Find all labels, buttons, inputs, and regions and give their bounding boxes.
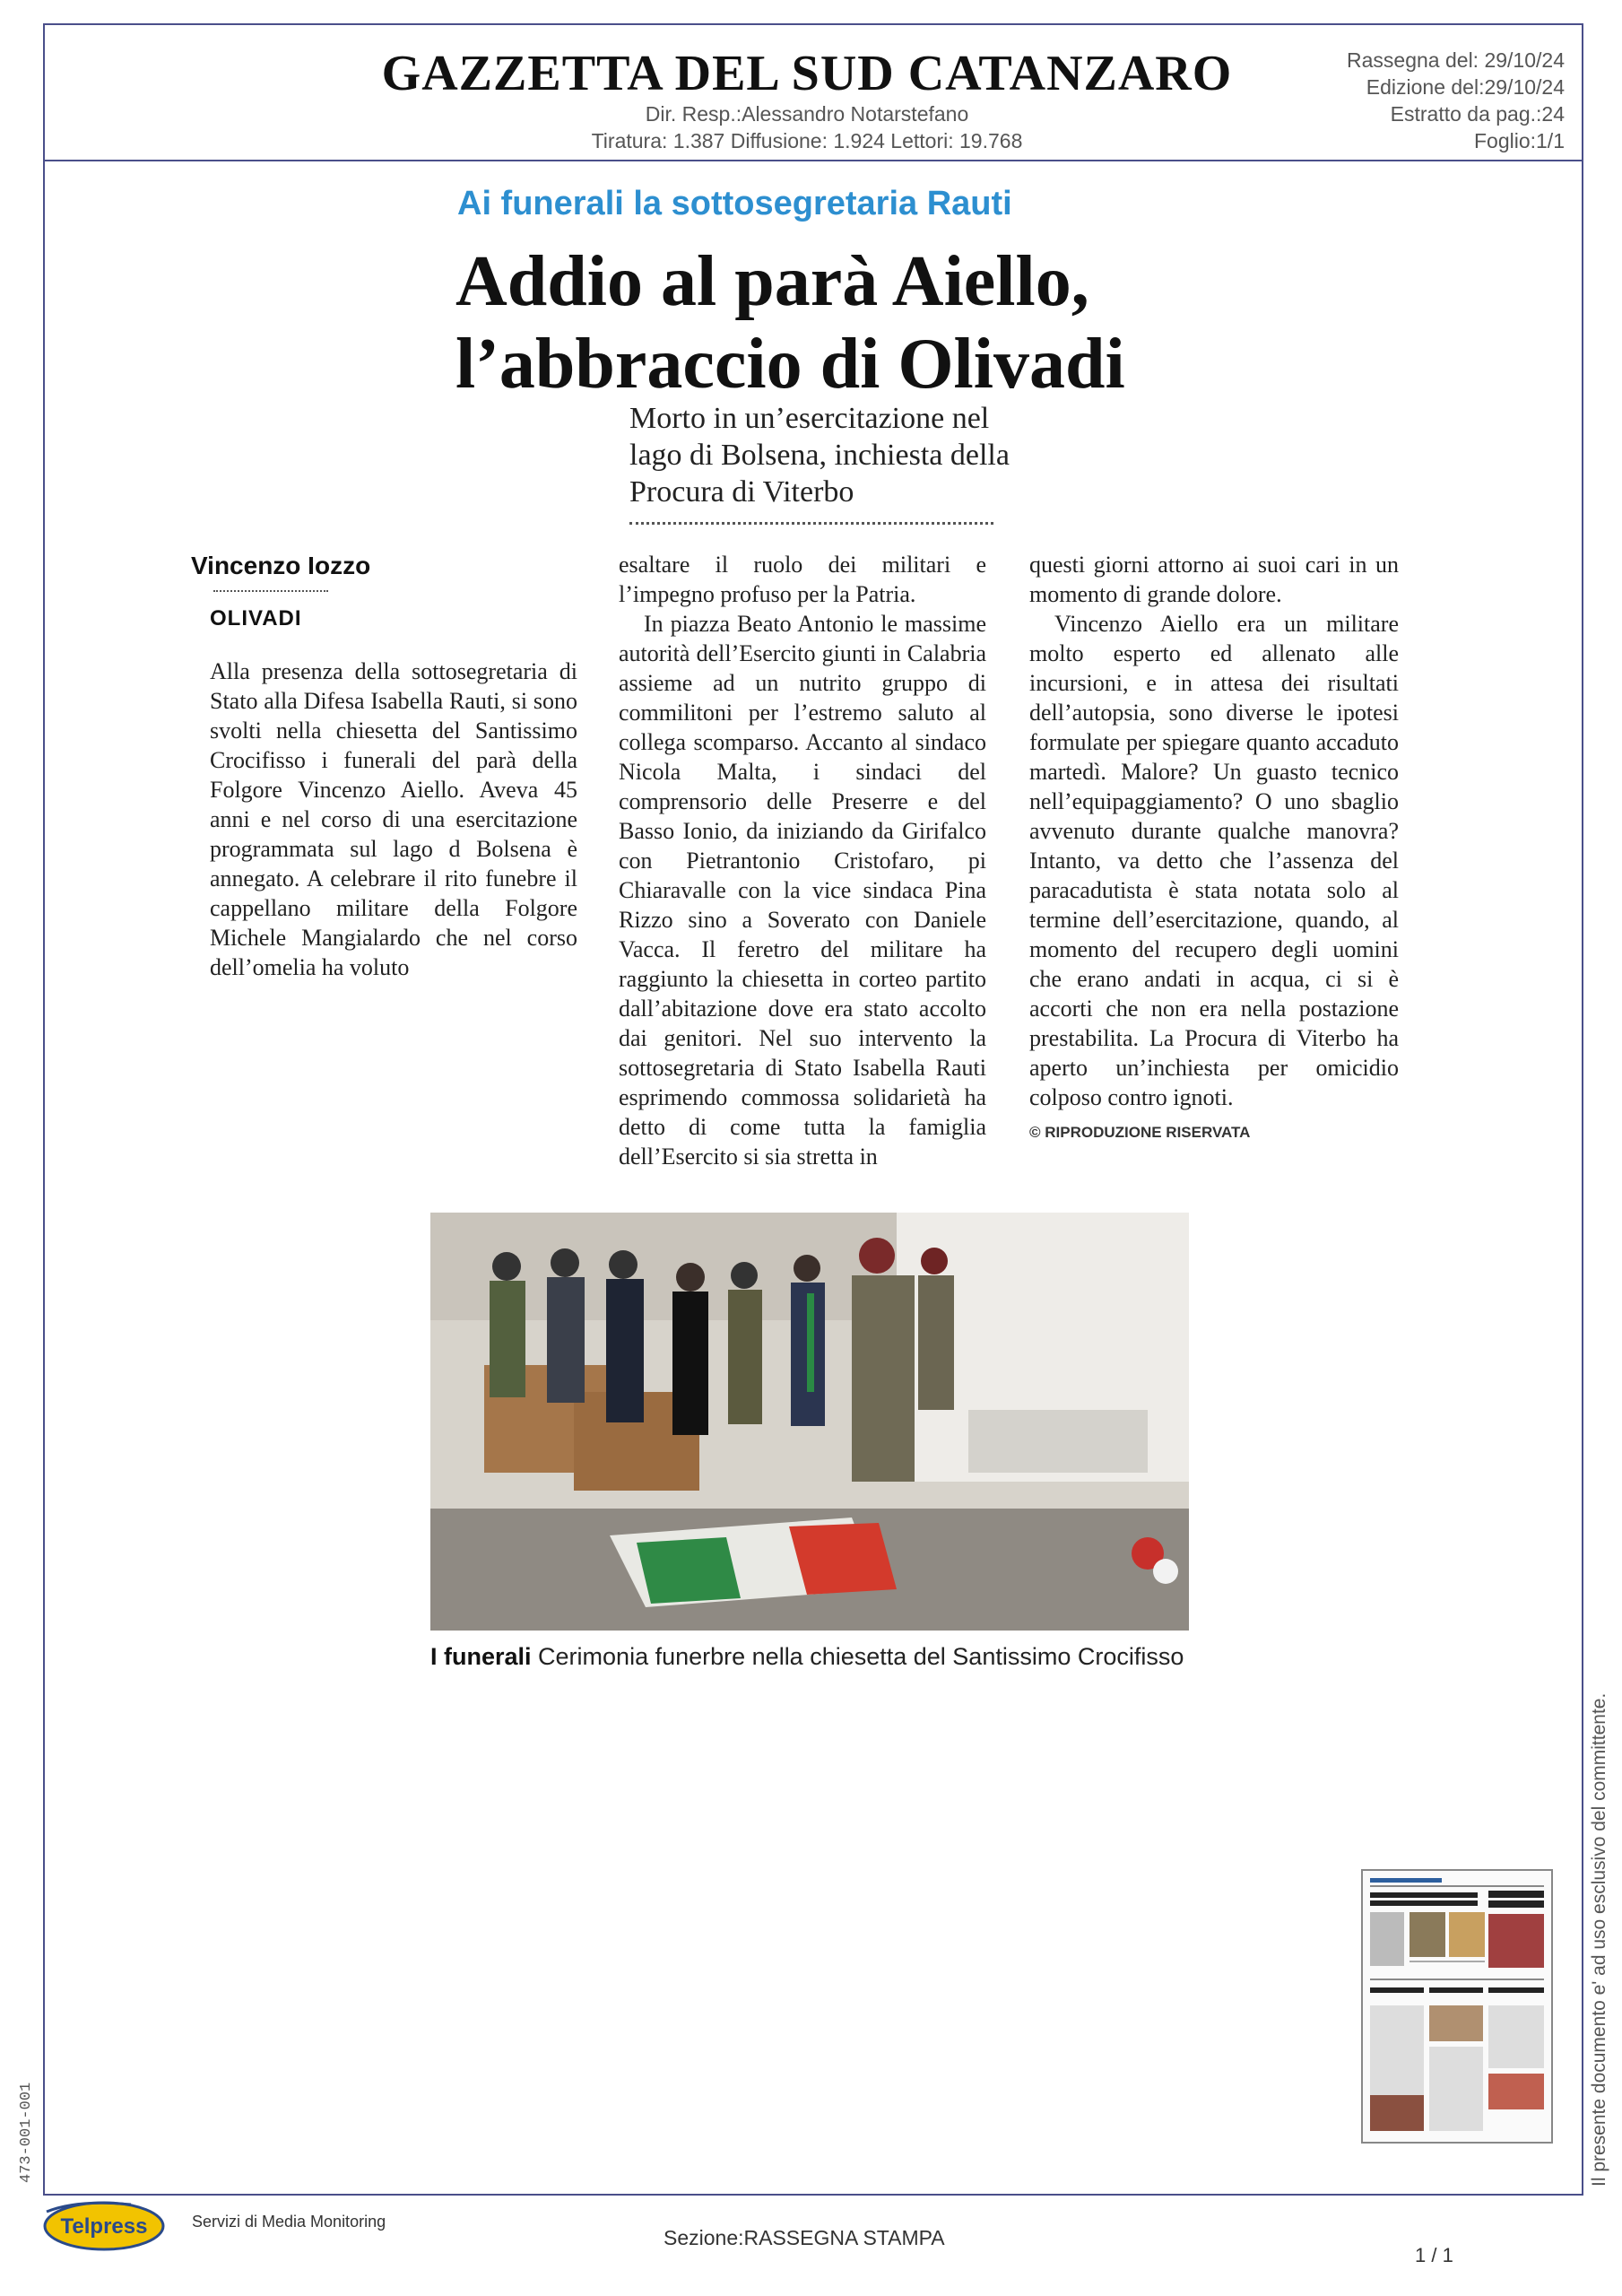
document-code: 473-001-001 (18, 2082, 35, 2183)
article-column-3 (1029, 550, 1399, 1147)
telpress-logo (41, 2196, 167, 2253)
dateline-place: OLIVADI (210, 606, 302, 631)
newspaper-title: GAZZETTA DEL SUD CATANZARO (381, 46, 1233, 101)
service-label: Servizi di Media Monitoring (192, 2213, 386, 2231)
paragraph: esaltare il ruolo dei militari e l’impegno profuso per la Patria. (619, 552, 986, 607)
usage-note: Il presente documento e' ad uso esclusivo del committente. (1589, 1692, 1609, 2187)
headline (455, 240, 1262, 405)
foglio: Foglio:1/1 (1473, 129, 1565, 152)
paragraph: In piazza Beato Antonio le massime autorità dell’Esercito giunti in Calabria assieme ad un nutrito gruppo di commilitoni per l’estremo saluto al collega scomparso. Accanto al sindaco Nicola Malta, i sindaci del comprensorio delle Preserre e del Basso Ionio, da iniziando da Girifalco con Pietrantonio Cristofaro, pi Chiaravalle con la vice sindaca Pina Rizzo sino a Soverato con Daniele Vacca. Il feretro del militare ha raggiunto la chiesetta in corteo partito dall’abitazione dove era stato accolto dai genitori. Nel suo intervento la sottosegretaria di Stato Isabella Rauti esprimendo commossa solidarietà ha detto di come tutta la famiglia dell’Esercito si sia stretta in (619, 611, 986, 1170)
page-number: 1 / 1 (1415, 2244, 1453, 2266)
director-line: Dir. Resp.:Alessandro Notarstefano (645, 102, 969, 126)
byline-divider (213, 590, 328, 592)
paragraph: questi giorni attorno ai suoi cari in un momento di grande dolore. (1029, 552, 1399, 607)
article-column-2 (619, 550, 986, 1171)
paragraph: Vincenzo Aiello era un militare molto esperto ed allenato alle incursioni, e in attesa dei risultati dell’autopsia, sono diverse le ipotesi formulate per spiegare quanto accaduto martedì. Malore? Un guasto tecnico nell’equipaggiamento? O uno sbaglio avvenuto durante qualche manovra? Intanto, va detto che l’assenza del paracadutista è stata notata solo al termine dell’esercitazione, quando, al momento del recupero degli uomini che erano andati in acqua, ci si è accorti che non era nella postazione prestabilita. La Procura di Viterbo ha aperto un’inchiesta per omicidio colposo contro ignoti. (1029, 611, 1399, 1110)
kicker: Ai funerali la sottosegretaria Rauti (457, 185, 1012, 222)
estratto-page: Estratto da pag.:24 (1390, 102, 1565, 126)
subhead-divider (629, 522, 993, 525)
edizione-date: Edizione del:29/10/24 (1366, 75, 1565, 99)
author-byline: Vincenzo Iozzo (191, 552, 371, 579)
logo-wordmark: Telpress (60, 2214, 148, 2239)
caption-text: Cerimonia funerbre nella chiesetta del Santissimo Crocifisso (538, 1643, 1184, 1670)
page-thumbnail (1361, 1869, 1553, 2144)
headline-line-2: l’abbraccio di Olivadi (455, 325, 1125, 404)
section-label: Sezione:RASSEGNA STAMPA (664, 2226, 945, 2249)
funeral-photo (430, 1213, 1189, 1631)
paragraph: Alla presenza della sottosegretaria di Stato alla Difesa Isabella Rauti, si sono svolti nella chiesetta del Santissimo Crocifisso i funerali del parà della Folgore Vincenzo Aiello. Aveva 45 anni e nel corso di una esercitazione programmata sul lago d Bolsena è annegato. A celebrare il rito funebre il cappellano militare della Folgore Michele Mangialardo che nel corso dell’omelia ha voluto (210, 658, 577, 980)
rassegna-date: Rassegna del: 29/10/24 (1347, 48, 1565, 72)
header-divider (43, 160, 1583, 161)
subheadline: Morto in un’esercitazione nel lago di Bolsena, inchiesta della Procura di Viterbo (629, 402, 1010, 509)
photo-caption (430, 1643, 1184, 1671)
article-column-1 (210, 657, 577, 982)
headline-line-1: Addio al parà Aiello, (455, 242, 1089, 321)
caption-label: I funerali (430, 1643, 532, 1670)
circulation-line: Tiratura: 1.387 Diffusione: 1.924 Lettori: 19.768 (591, 129, 1023, 152)
copyright-note: © RIPRODUZIONE RISERVATA (1029, 1124, 1251, 1141)
